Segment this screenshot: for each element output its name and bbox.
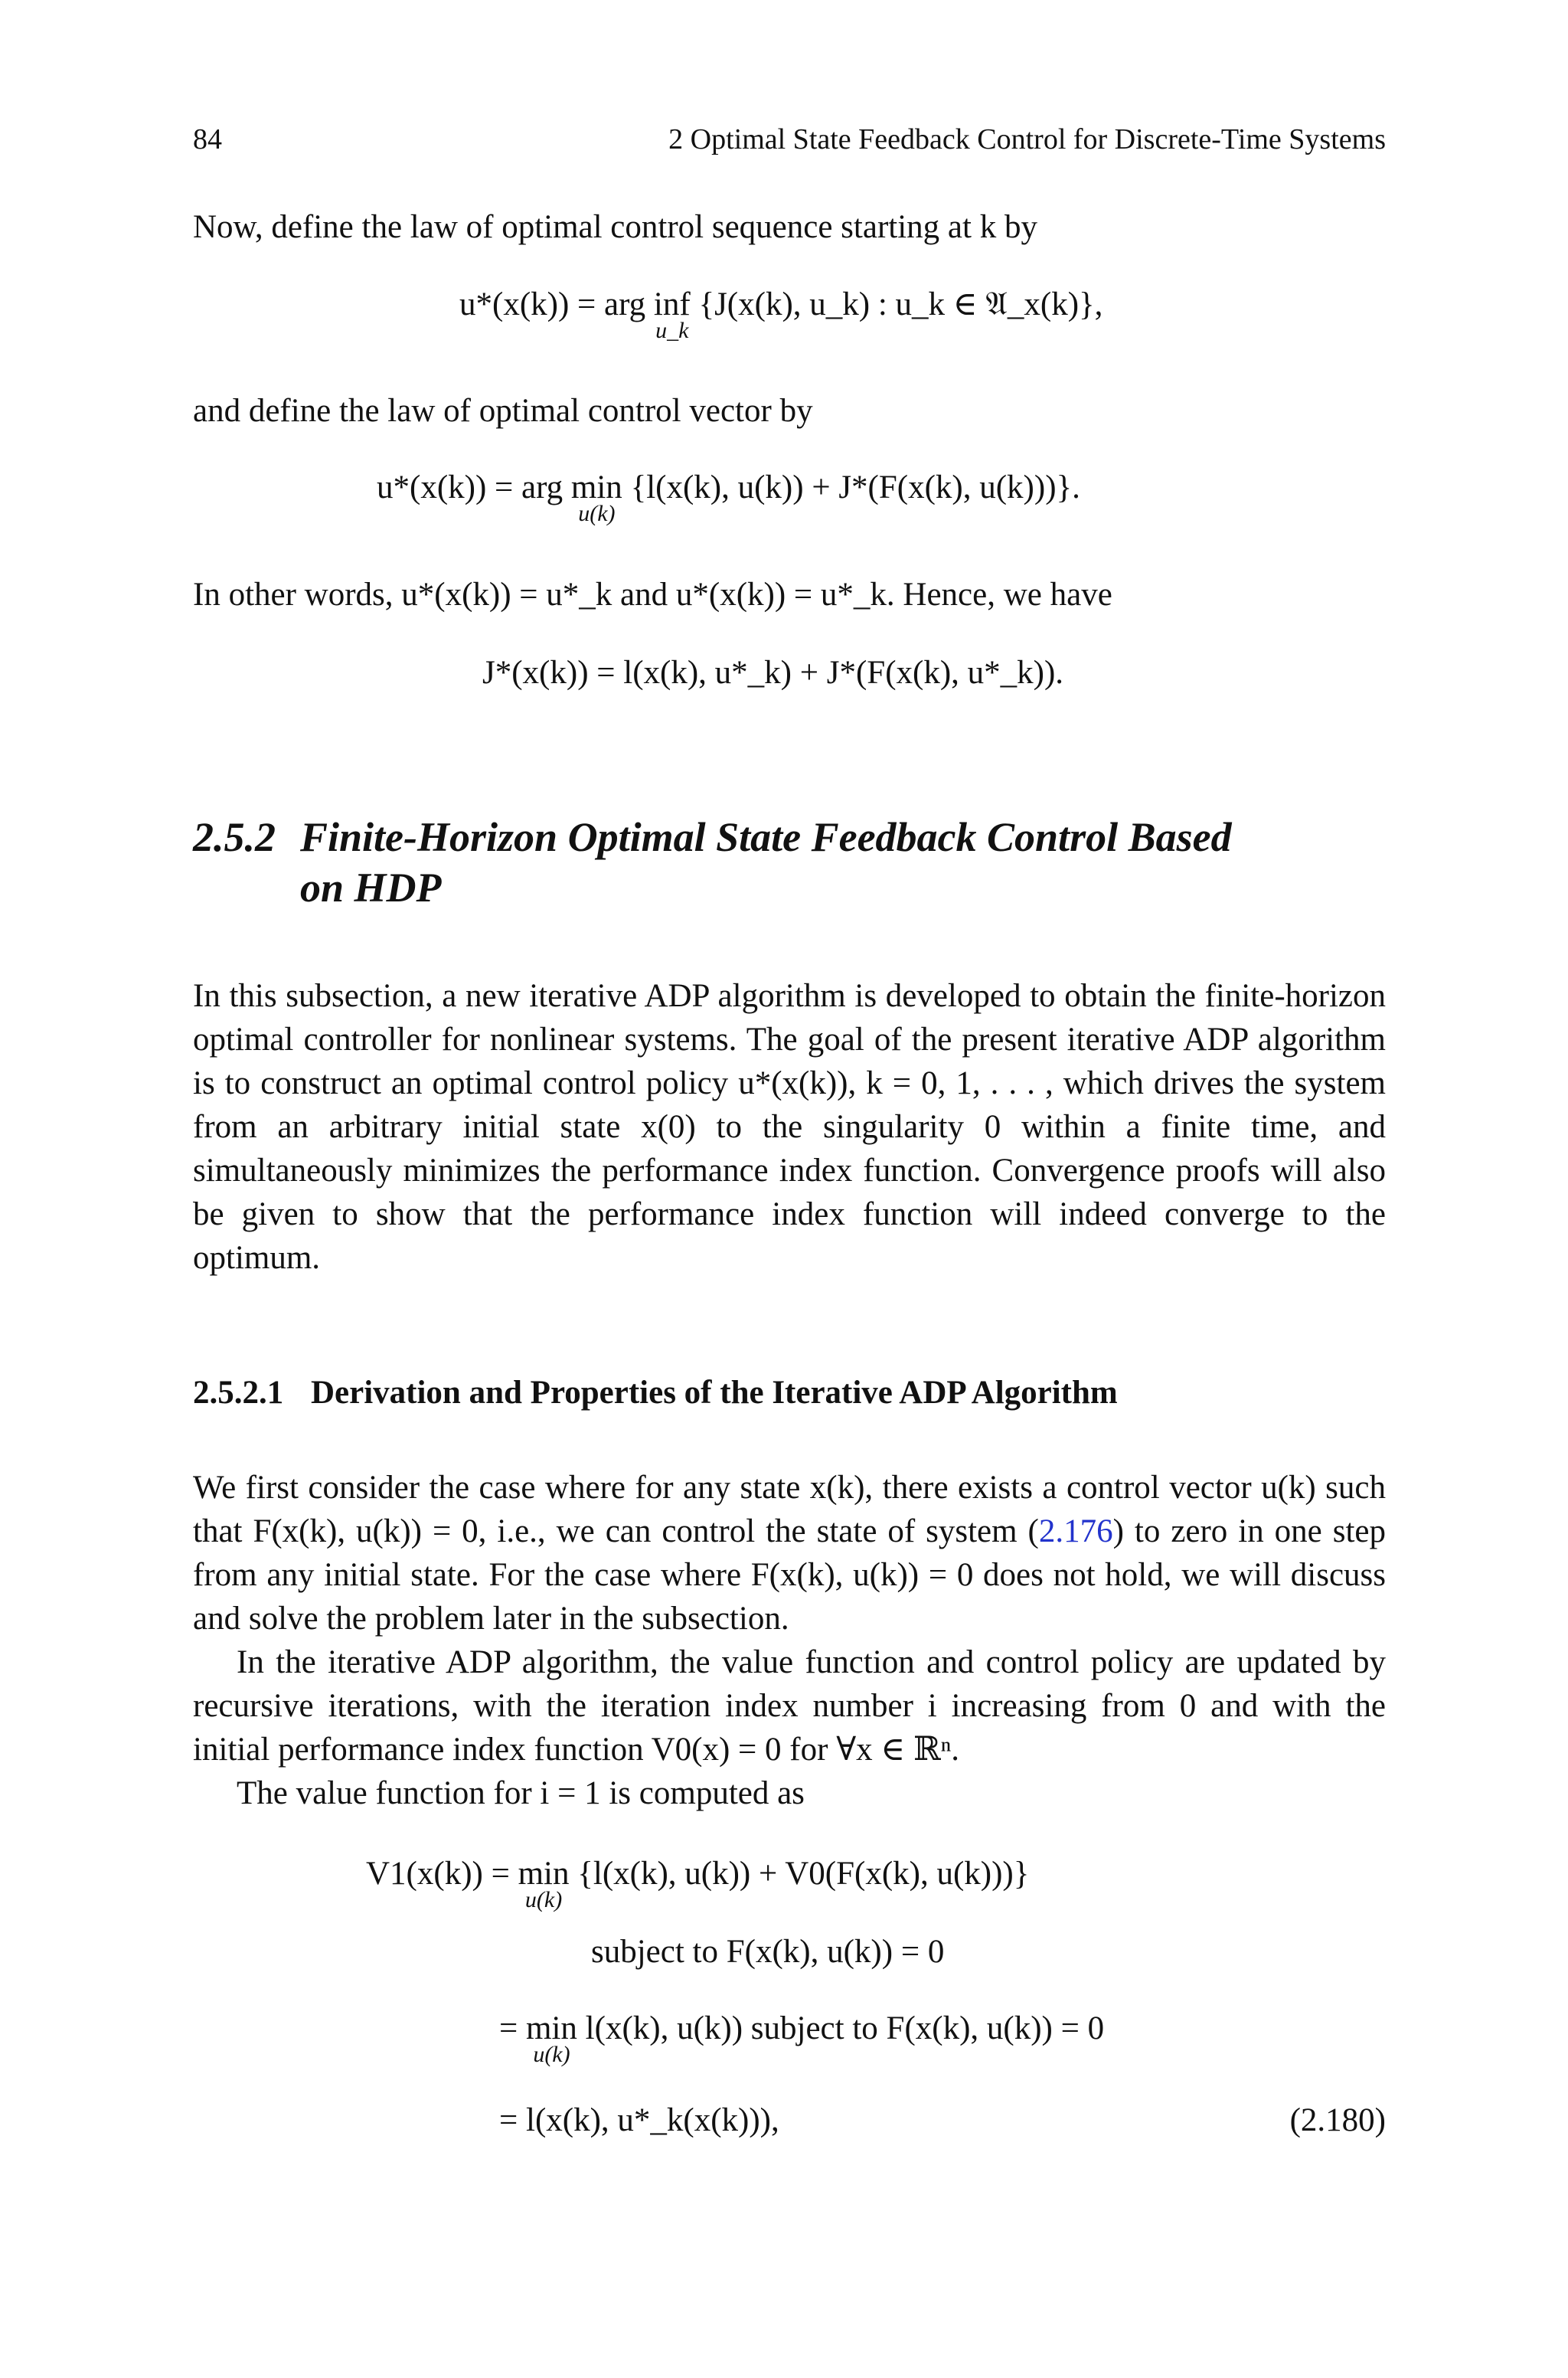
paragraph-vector: and define the law of optimal control vector by	[193, 393, 813, 429]
eq-seq-operator	[653, 286, 691, 343]
eq-V1-op-sub: u(k)	[524, 1887, 563, 1912]
paragraph-other-words: In other words, u*(x(k)) = u*_k and u*(x(k)) = u*_k. Hence, we have	[193, 577, 1112, 613]
equation-optimal-sequence	[459, 285, 1103, 343]
subsection-number: 2.5.2.1	[193, 1375, 284, 1411]
eq-seq-body: {J(x(k), u_k) : u_k ∈ 𝔄_x(k)},	[698, 286, 1103, 322]
equation-J-star: J*(x(k)) = l(x(k), u*_k) + J*(F(x(k), u*_k)).	[482, 655, 1064, 691]
eq-seq-op: inf	[653, 286, 691, 322]
eq-V1-line3-operator	[526, 2010, 577, 2067]
section-title	[193, 812, 1418, 913]
paragraph-section-intro: In this subsection, a new iterative ADP algorithm is developed to obtain the finite-horizon optimal controller for nonlinear systems. The goal of the present iterative ADP algorithm is to construct an optimal control policy u*(x(k)), k = 0, 1, . . . , which drives the system from an arbitrary initial state x(0) to the singularity 0 within a finite time, and simultaneously minimizes the performance index function. Convergence proofs will also be given to show that the performance index function will indeed converge to the optimum.	[193, 978, 1386, 1276]
eq-V1-line3-eq: =	[499, 2010, 518, 2046]
equation-V1-line4: = l(x(k), u*_k(x(k))),	[499, 2102, 779, 2138]
section-title-line2: on HDP	[300, 865, 442, 911]
eq-vec-op-sub: u(k)	[578, 501, 616, 526]
section-title-text-1: Finite-Horizon Optimal State Feedback Control Based	[300, 814, 1232, 860]
eq-V1-lhs: V1(x(k)) =	[366, 1856, 510, 1892]
eq-V1-op: min	[518, 1856, 570, 1892]
subsection-title-text: Derivation and Properties of the Iterative ADP Algorithm	[311, 1375, 1118, 1411]
equation-V1-line2: subject to F(x(k), u(k)) = 0	[591, 1934, 945, 1970]
running-title: 2 Optimal State Feedback Control for Discrete-Time Systems	[668, 123, 1386, 155]
equation-reference-link[interactable]: 2.176	[1038, 1513, 1113, 1549]
eq-seq-lhs: u*(x(k)) = arg	[459, 286, 646, 322]
eq-vec-lhs: u*(x(k)) = arg	[377, 469, 564, 505]
eq-seq-op-sub: u_k	[655, 318, 689, 343]
equation-V1-line3	[499, 2010, 1105, 2067]
first-case-text-2: ) to zero in one step from any initial state. For the case where F(x(k), u(k)) = 0 does not hold, we will discuss and solve the problem later in the subsection.	[193, 1513, 1386, 1637]
eq-V1-line3-op: min	[526, 2010, 577, 2046]
page-number: 84	[193, 123, 222, 155]
eq-vec-body: {l(x(k), u(k)) + J*(F(x(k), u(k)))}.	[630, 469, 1080, 505]
paragraph-intro: Now, define the law of optimal control sequence starting at k by	[193, 209, 1037, 245]
eq-V1-body: {l(x(k), u(k)) + V0(F(x(k), u(k)))}	[577, 1856, 1030, 1892]
eq-V1-line3-body: l(x(k), u(k)) subject to F(x(k), u(k)) = 0	[585, 2010, 1105, 2046]
equation-optimal-vector	[377, 469, 1080, 526]
subsection-title	[193, 1374, 1118, 1411]
paragraph-first-case	[193, 1466, 1386, 1640]
paragraph-value-function: The value function for i = 1 is computed as	[237, 1775, 805, 1811]
equation-number: (2.180)	[1289, 2102, 1386, 2138]
eq-vec-op: min	[570, 469, 622, 505]
eq-vec-operator	[570, 469, 622, 526]
paragraph-iterative: In the iterative ADP algorithm, the value function and control policy are updated by recursive iterations, with the iteration index number i increasing from 0 and with the initial performance index function V0(x) = 0 for ∀x ∈ ℝⁿ.	[193, 1644, 1386, 1768]
section-number: 2.5.2	[193, 814, 276, 860]
equation-V1-line1	[366, 1855, 1030, 1912]
first-case-text-1: We first consider the case where for any state x(k), there exists a control vector u(k) such that F(x(k), u(k)) = 0, i.e., we can control the state of system (	[193, 1470, 1386, 1549]
eq-V1-line3-op-sub: u(k)	[533, 2042, 570, 2067]
eq-V1-operator	[518, 1855, 570, 1912]
section-title-line1	[193, 812, 1418, 862]
